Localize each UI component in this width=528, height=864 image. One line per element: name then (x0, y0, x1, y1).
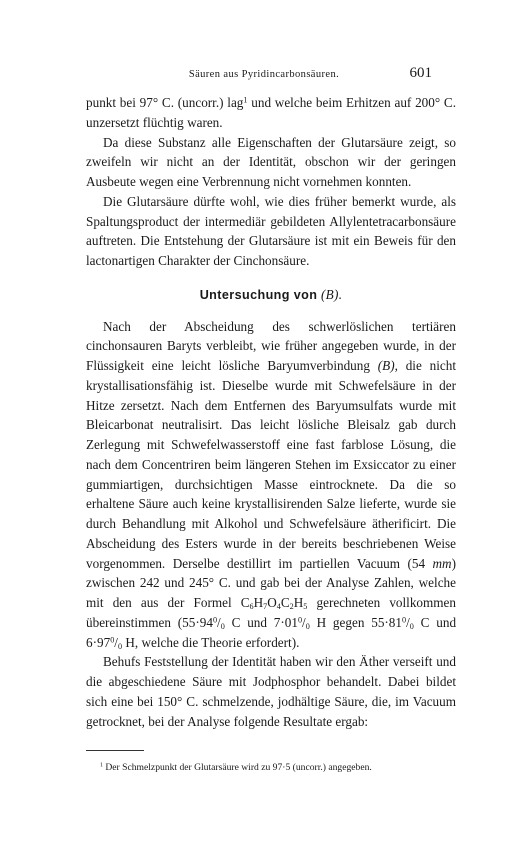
subscript: 6 (249, 602, 254, 612)
text-run: , die nicht krystallisationsfähig ist. Dieselbe wurde mit Schwefelsäure in der Hitze zersetzt. Nach dem Entfernen des Baryumsulfats wurde mit Bleicarbonat neutralisirt. Das leicht lösliche Bleisalz gab durch Zerlegung mit Schwefelwasserstoff eine fast farblose Lösung, die nach dem Concentriren beim längeren Stehen im Exsiccator zu einer gummiartigen, durchsichtigen Masse eintrocknete. Da die so erhaltene Säure auch keine krystallisirenden Salze lieferte, wurde sie durch Behandlung mit Alkohol und Schwefelsäure ätherificirt. Die Abscheidung des Esters wurde in der bereits beschriebenen Weise vorgenommen. Derselbe destillirt im partiellen Vacuum (54 (86, 358, 457, 571)
italic-run: (B) (377, 358, 395, 373)
footnote-marker: 1 (100, 762, 103, 769)
text-run: C und 7·01 (224, 614, 298, 630)
superscript: 0 (212, 615, 218, 625)
text-run: C (280, 595, 290, 610)
paragraph (86, 133, 456, 192)
text-run: / (302, 614, 306, 630)
running-title: Säuren aus Pyridincarbonsäuren. (188, 69, 340, 80)
subscript: 0 (117, 641, 123, 651)
subscript: 4 (276, 602, 281, 612)
subscript: 7 (263, 602, 268, 612)
section-variable: (B). (320, 286, 343, 302)
superscript: 1 (243, 95, 248, 105)
text-run: H (253, 595, 264, 610)
paragraph (86, 652, 456, 731)
paragraph (86, 93, 456, 133)
paragraphs-after-section (86, 317, 456, 732)
subscript: 5 (303, 602, 308, 612)
footnote (86, 762, 456, 774)
page-number: 601 (409, 65, 432, 81)
text-run: O (267, 595, 277, 610)
text-run: / (114, 634, 118, 650)
subscript: 0 (409, 621, 414, 631)
footnote-rule (86, 750, 144, 751)
text-run: C und 6·97 (86, 614, 457, 650)
text-run: und welche beim Erhitzen auf 200° C. unzersetzt flüchtig waren. (86, 95, 456, 130)
italic-run: mm (432, 555, 452, 571)
text-run: Da diese Substanz alle Eigenschaften der Glutarsäure zeigt, so zweifeln wir nicht an der Identität, obschon wir der geringen Ausbeute wegen eine Verbrennung nicht vornehmen konnten. (86, 134, 456, 189)
subscript: 2 (289, 602, 294, 612)
text-run: Die Glutarsäure dürfte wohl, wie dies früher bemerkt wurde, als Spaltungsproduct der intermediär gebildeten Allylentetracarbonsäure auftreten. Die Entstehung der Glutarsäure ist mit ein Beweis für den lactonartigen Charakter der Cinchonsäure. (86, 193, 456, 268)
section-heading (86, 285, 456, 306)
text-run: gerechneten vollkommen übereinstimmen (55·94 (86, 595, 456, 630)
text-run: / (217, 614, 221, 630)
text-run: H, welche die Theorie erfordert). (122, 634, 300, 650)
body-text (86, 93, 456, 731)
text-run: Nach der Abscheidung des schwerlöslichen tertiären cinchonsauren Baryts verbleibt, wie früher angegeben wurde, in der Flüssigkeit eine leicht lösliche Baryumverbindung (86, 318, 456, 373)
footnote-text: Der Schmelzpunkt der Glutarsäure wird zu 97·5 (uncorr.) angegeben. (105, 762, 372, 773)
text-run: Behufs Feststellung der Identität haben wir den Äther verseift und die abgeschiedene Säure mit Jodphosphor behandelt. Dabei bildet sich eine bei 150° C. schmelzende, jodhältige Säure, die, im Vacuum getrocknet, bei der Analyse folgende Resultate ergab: (86, 654, 456, 729)
paragraph (86, 317, 456, 653)
section-title: Untersuchung von (199, 287, 318, 302)
superscript: 0 (297, 615, 303, 625)
subscript: 0 (220, 621, 225, 631)
paragraphs-before-section (86, 93, 456, 271)
superscript: 0 (110, 635, 115, 644)
text-run: H (293, 595, 304, 610)
subscript: 0 (305, 621, 310, 631)
superscript: 0 (402, 615, 407, 625)
text-run: H gegen 55·81 (309, 614, 402, 630)
paragraph (86, 192, 456, 271)
text-run: punkt bei 97° C. (uncorr.) lag (86, 95, 244, 110)
text-run: / (406, 614, 410, 630)
text-run: ) zwischen 242 und 245° C. und gab bei der Analyse Zahlen, welche mit den aus der Formel C (86, 555, 456, 610)
